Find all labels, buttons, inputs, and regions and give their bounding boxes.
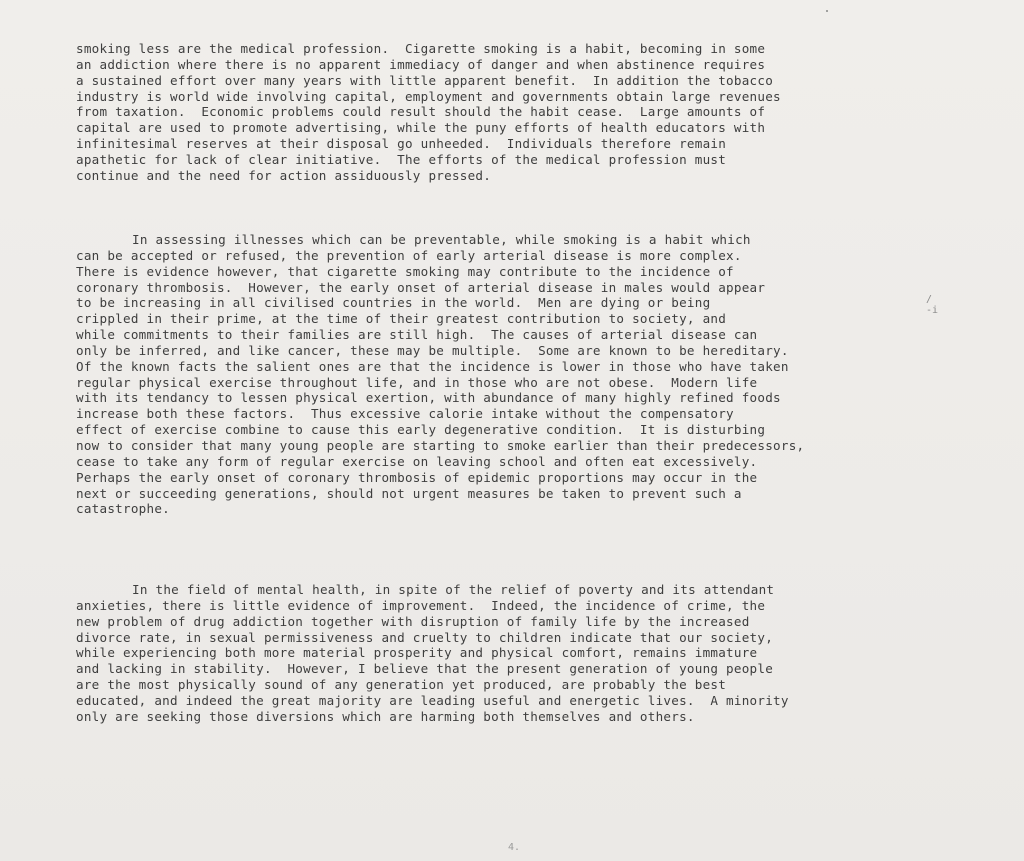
text-line: industry is world wide involving capital, employment and governments obtain large revenues bbox=[76, 88, 781, 104]
text-line: educated, and indeed the great majority are leading useful and energetic lives. A minority bbox=[76, 692, 789, 708]
text-line: catastrophe. bbox=[76, 501, 170, 517]
text-line: next or succeeding generations, should not urgent measures be taken to prevent such a bbox=[76, 485, 742, 501]
text-line: are the most physically sound of any generation yet produced, are probably the best bbox=[76, 677, 727, 693]
text-line: only are seeking those diversions which are harming both themselves and others. bbox=[76, 708, 695, 724]
margin-tick-mark: / -i bbox=[926, 294, 939, 316]
text-line: regular physical exercise throughout life, and in those who are not obese. Modern life bbox=[76, 374, 758, 390]
text-line: a sustained effort over many years with little apparent benefit. In addition the tobacco bbox=[76, 72, 774, 88]
paragraph-mental-health bbox=[76, 582, 789, 725]
text-line: In assessing illnesses which can be preventable, while smoking is a habit which bbox=[132, 232, 751, 247]
text-line: anxieties, there is little evidence of improvement. Indeed, the incidence of crime, the bbox=[76, 597, 766, 613]
text-line: There is evidence however, that cigarette smoking may contribute to the incidence of bbox=[76, 263, 734, 279]
text-line: crippled in their prime, at the time of their greatest contribution to society, and bbox=[76, 311, 727, 327]
text-line: cease to take any form of regular exercise on leaving school and often eat excessively. bbox=[76, 453, 758, 469]
text-line: an addiction where there is no apparent immediacy of danger and when abstinence requires bbox=[76, 56, 766, 72]
text-line: apathetic for lack of clear initiative. The efforts of the medical profession must bbox=[76, 151, 727, 167]
text-line: from taxation. Economic problems could result should the habit cease. Large amounts of bbox=[76, 104, 766, 120]
text-line: Perhaps the early onset of coronary thrombosis of epidemic proportions may occur in the bbox=[76, 469, 758, 485]
ink-speck bbox=[826, 10, 828, 12]
text-line: increase both these factors. Thus excessive calorie intake without the compensatory bbox=[76, 406, 734, 422]
text-line: effect of exercise combine to cause this early degenerative condition. It is disturbing bbox=[76, 422, 766, 438]
text-line: new problem of drug addiction together with disruption of family life by the increased bbox=[76, 613, 750, 629]
paragraph-arterial-disease bbox=[76, 232, 804, 517]
text-line: continue and the need for action assiduously pressed. bbox=[76, 167, 492, 183]
text-line: smoking less are the medical profession. Cigarette smoking is a habit, becoming in some bbox=[76, 41, 766, 56]
text-line: while commitments to their families are still high. The causes of arterial disease can bbox=[76, 327, 758, 343]
text-line: capital are used to promote advertising, while the puny efforts of health educators with bbox=[76, 120, 766, 136]
text-line: coronary thrombosis. However, the early onset of arterial disease in males would appear bbox=[76, 279, 766, 295]
text-line: divorce rate, in sexual permissiveness and cruelty to children indicate that our society, bbox=[76, 629, 774, 645]
page-number: 4. bbox=[508, 842, 521, 853]
text-line: and lacking in stability. However, I believe that the present generation of young people bbox=[76, 661, 774, 677]
text-line: Of the known facts the salient ones are that the incidence is lower in those who have taken bbox=[76, 358, 789, 374]
text-line: In the field of mental health, in spite of the relief of poverty and its attendant bbox=[132, 582, 775, 597]
text-line: now to consider that many young people are starting to smoke earlier than their predecessors, bbox=[76, 437, 805, 453]
text-line: to be increasing in all civilised countries in the world. Men are dying or being bbox=[76, 295, 711, 311]
text-line: infinitesimal reserves at their disposal go unheeded. Individuals therefore remain bbox=[76, 136, 727, 152]
paragraph-smoking-habit bbox=[76, 41, 781, 184]
text-line: only be inferred, and like cancer, these may be multiple. Some are known to be hereditary. bbox=[76, 342, 789, 358]
text-line: can be accepted or refused, the prevention of early arterial disease is more complex. bbox=[76, 247, 742, 263]
text-line: with its tendancy to lessen physical exertion, with abundance of many highly refined foods bbox=[76, 390, 781, 406]
text-line: while experiencing both more material prosperity and physical comfort, remains immature bbox=[76, 645, 758, 661]
